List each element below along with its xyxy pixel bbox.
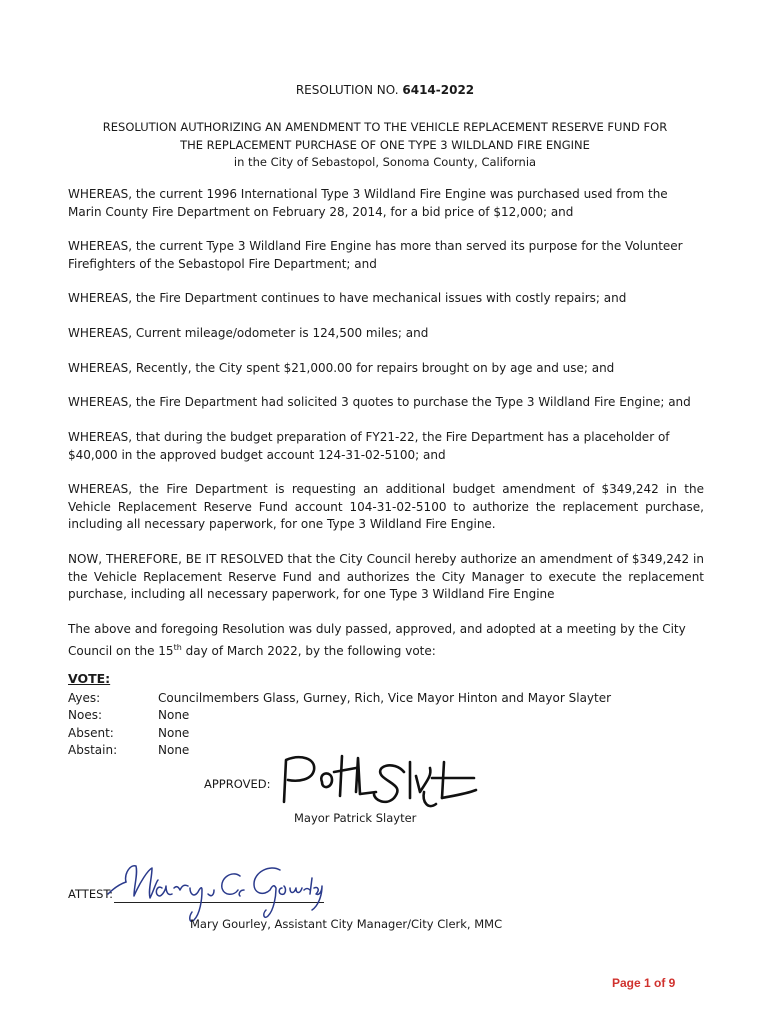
whereas-paragraph-6: WHEREAS, the Fire Department had solicited 3 quotes to purchase the Type 3 Wildland Fire Engine; and	[68, 395, 691, 409]
title-line-3: in the City of Sebastopol, Sonoma County, California	[233, 155, 537, 169]
whereas-paragraph-3: WHEREAS, the Fire Department continues to have mechanical issues with costly repairs; and	[68, 291, 627, 305]
attest-label: ATTEST:	[68, 887, 114, 901]
adoption-text-after: day of March 2022, by the following vote:	[181, 643, 436, 658]
mayor-signature	[276, 752, 486, 814]
vote-label: Noes:	[68, 708, 102, 722]
whereas-paragraph-4: WHEREAS, Current mileage/odometer is 124,500 miles; and	[68, 326, 429, 340]
whereas-paragraph-5: WHEREAS, Recently, the City spent $21,000.00 for repairs brought on by age and use; and	[68, 361, 615, 375]
whereas-paragraph-7: WHEREAS, that during the budget preparation of FY21-22, the Fire Department has a placeholder of $40,000 in the approved budget account 124-31-02-5100; and	[68, 430, 670, 462]
title-line-1: RESOLUTION AUTHORIZING AN AMENDMENT TO THE VEHICLE REPLACEMENT RESERVE FUND FOR	[102, 120, 668, 134]
vote-heading: VOTE:	[68, 671, 111, 686]
vote-row-ayes	[68, 691, 611, 705]
vote-value: None	[158, 743, 190, 757]
vote-value: None	[158, 726, 190, 740]
adoption-paragraph	[68, 621, 704, 660]
mayor-name: Mayor Patrick Slayter	[294, 811, 417, 825]
vote-row-absent	[68, 726, 189, 740]
resolution-prefix: RESOLUTION NO.	[295, 83, 399, 97]
whereas-paragraph-2: WHEREAS, the current Type 3 Wildland Fire Engine has more than served its purpose for the Volunteer Firefighters of the Sebastopol Fire Department; and	[68, 239, 683, 271]
vote-label: Ayes:	[68, 691, 101, 705]
adoption-superscript: th	[173, 642, 182, 652]
vote-label: Abstain:	[68, 743, 118, 757]
resolution-number: 6414-2022	[402, 83, 475, 97]
vote-label: Absent:	[68, 726, 114, 740]
vote-row-abstain	[68, 743, 189, 757]
vote-value: Councilmembers Glass, Gurney, Rich, Vice Mayor Hinton and Mayor Slayter	[158, 691, 612, 705]
whereas-paragraph-1: WHEREAS, the current 1996 International Type 3 Wildland Fire Engine was purchased used from the Marin County Fire Department on February 28, 2014, for a bid price of $12,000; and	[68, 187, 668, 219]
whereas-paragraph-8: WHEREAS, the Fire Department is requesting an additional budget amendment of $349,242 in the Vehicle Replacement Reserve Fund account 104-31-02-5100 to authorize the replacement purchase, including all necessary paperwork, for one Type 3 Wildland Fire Engine.	[68, 482, 704, 531]
page-number: Page 1 of 9	[612, 976, 676, 990]
resolution-number-line	[0, 83, 770, 97]
adoption-text-before: The above and foregoing Resolution was duly passed, approved, and adopted at a meeting by the City Council on the 15	[68, 622, 686, 658]
approved-label: APPROVED:	[204, 777, 271, 791]
vote-row-noes	[68, 708, 189, 722]
resolved-paragraph: NOW, THEREFORE, BE IT RESOLVED that the City Council hereby authorize an amendment of $349,242 in the Vehicle Replacement Reserve Fund and authorizes the City Manager to execute the replacement purchase, including all necessary paperwork, for one Type 3 Wildland Fire Engine	[68, 552, 704, 601]
clerk-name: Mary Gourley, Assistant City Manager/City Clerk, MMC	[190, 917, 503, 931]
resolution-title	[60, 119, 710, 172]
vote-value: None	[158, 708, 190, 722]
title-line-2: THE REPLACEMENT PURCHASE OF ONE TYPE 3 WILDLAND FIRE ENGINE	[180, 137, 590, 152]
